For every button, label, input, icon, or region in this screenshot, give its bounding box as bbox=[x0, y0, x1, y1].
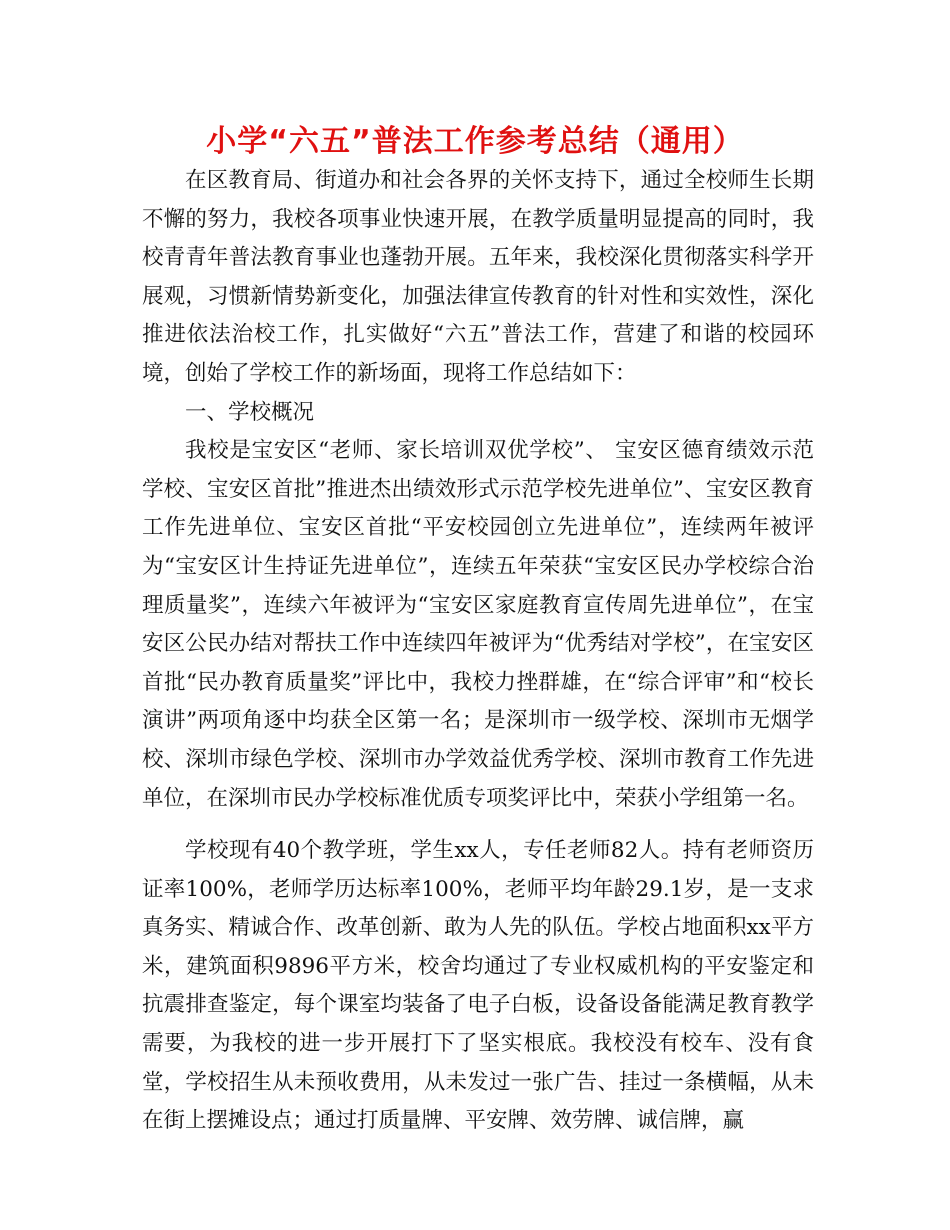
paragraph-school-facts: 学校现有40个教学班，学生xx人，专任老师82人。持有老师资历证率100%，老师学历达标率100%，老师平均年龄29.1岁，是一支求真务实、精诚合作、改革创新、敢为人先的队伍。学校占地面积xx平方米，建筑面积9896平方米，校舍均通过了专业权威机构的平安鉴定和抗震排查鉴定，每个课室均装备了电子白板，设备设备能满足教育教学需要，为我校的进一步开展打下了坚实根底。我校没有校车、没有食堂，学校招生从未预收费用，从未发过一张广告、挂过一条横幅，从未在街上摆摊设点；通过打质量牌、平安牌、效劳牌、诚信牌，赢 bbox=[142, 838, 814, 1134]
section-heading-school-overview: 一、学校概况 bbox=[185, 399, 315, 425]
paragraph-intro: 在区教育局、街道办和社会各界的关怀支持下，通过全校师生长期不懈的努力，我校各项事业快速开展，在教学质量明显提高的同时，我校青青年普法教育事业也蓬勃开展。五年来，我校深化贯彻落实科学开展观，习惯新情势新变化，加强法律宣传教育的针对性和实效性，深化推进依法治校工作，扎实做好“六五”普法工作，营建了和谐的校园环境，创始了学校工作的新场面，现将工作总结如下： bbox=[142, 168, 814, 386]
document-title: 小学“六五”普法工作参考总结（通用） bbox=[206, 124, 744, 159]
document-body bbox=[142, 162, 814, 1141]
paragraph-honors: 我校是宝安区“老师、家长培训双优学校”、 宝安区德育绩效示范学校、宝安区首批”推进杰出绩效形式示范学校先进单位”、宝安区教育工作先进单位、宝安区首批“平安校园创立先进单位”，连续两年被评为“宝安区计生持证先进单位”，连续五年荣获“宝安区民办学校综合治理质量奖”，连续六年被评为“宝安区家庭教育宣传周先进单位”，在宝安区公民办结对帮扶工作中连续四年被评为“优秀结对学校”，在宝安区首批“民办教育质量奖”评比中，我校力挫群雄，在“综合评审”和“校长演讲”两项角逐中均获全区第一名；是深圳市一级学校、深圳市无烟学校、深圳市绿色学校、深圳市办学效益优秀学校、深圳市教育工作先进单位，在深圳市民办学校标准优质专项奖评比中，荣获小学组第一名。 bbox=[142, 438, 814, 811]
